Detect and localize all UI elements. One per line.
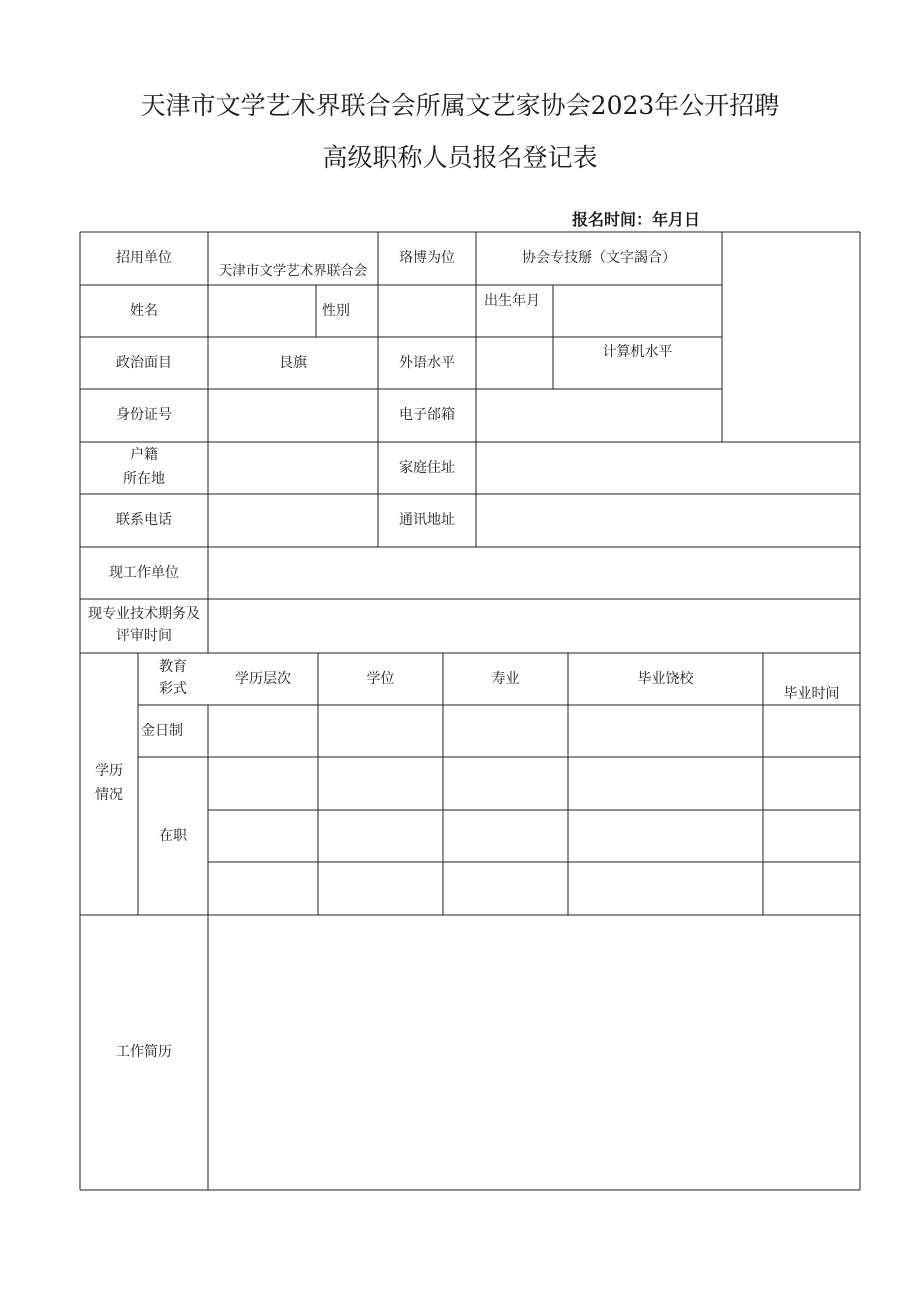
education-form-line-1: 教育 xyxy=(159,659,187,676)
fulltime-label: 金日制 xyxy=(141,722,183,739)
mail-address-field[interactable] xyxy=(476,494,860,547)
education-form-line-2: 彩式 xyxy=(159,681,187,697)
political-value: 艮旗 xyxy=(279,354,307,371)
position-value: 协会专技掰（文字謁合） xyxy=(522,250,676,267)
email-field[interactable] xyxy=(476,389,722,442)
phone-field[interactable] xyxy=(208,494,378,547)
phone-label: 联系电话 xyxy=(116,512,172,529)
form-title-line-1: 天津市文学艺术界联合会所属文艺家协会2023年公开招聘 xyxy=(140,91,780,120)
header-degree: 学位 xyxy=(366,670,395,687)
position-label: 珞博为位 xyxy=(399,250,455,267)
header-major: 寿业 xyxy=(491,670,520,687)
language-label: 外语水平 xyxy=(399,354,455,371)
hukou-label-line-2: 所在地 xyxy=(123,471,165,487)
birth-label: 出生年月 xyxy=(484,293,540,309)
mail-address-label: 通讯地址 xyxy=(399,512,455,529)
work-history-label: 工作简历 xyxy=(116,1044,172,1061)
title-time-label-line-2: 评审时间 xyxy=(116,628,172,644)
hukou-field[interactable] xyxy=(208,442,378,494)
id-label: 身份证号 xyxy=(116,407,172,424)
title-time-field[interactable] xyxy=(208,599,860,653)
title-time-label-line-1: 现专业技术期务及 xyxy=(88,606,200,623)
education-section-label xyxy=(80,653,138,915)
id-field[interactable] xyxy=(208,389,378,442)
home-address-field[interactable] xyxy=(476,442,860,494)
current-unit-label: 现工作单位 xyxy=(109,564,179,581)
photo-box xyxy=(722,232,860,442)
current-unit-field[interactable] xyxy=(208,547,860,599)
home-address-label: 家庭住址 xyxy=(399,459,455,476)
political-label: 政治面目 xyxy=(116,354,172,371)
computer-label: 计算机水平 xyxy=(602,343,673,360)
work-history-field[interactable] xyxy=(208,915,860,1190)
education-label-line-2: 情况 xyxy=(95,787,123,803)
registration-time: 报名时间：年月日 xyxy=(572,210,701,229)
header-degree-level: 学历层次 xyxy=(235,670,291,687)
header-graduation-time: 毕业时间 xyxy=(783,685,840,702)
name-label: 姓名 xyxy=(130,302,158,319)
title-time-label xyxy=(80,599,208,653)
header-school: 毕业饶校 xyxy=(637,670,694,687)
inservice-label: 在职 xyxy=(159,827,187,844)
education-label-line-1: 学历 xyxy=(95,763,123,780)
gender-label: 性別 xyxy=(322,302,350,319)
gender-field[interactable] xyxy=(378,285,476,337)
hiring-unit-label: 招用单位 xyxy=(116,250,172,267)
email-label: 电子邰箱 xyxy=(399,407,455,424)
education-form-label xyxy=(138,653,208,705)
hukou-label xyxy=(80,442,208,494)
birth-field[interactable] xyxy=(553,285,722,337)
language-field[interactable] xyxy=(476,337,553,389)
hukou-label-line-1: 户籍 xyxy=(130,447,158,464)
form-title-line-2: 高级职称人员报名登记表 xyxy=(322,143,598,172)
name-field[interactable] xyxy=(208,285,316,337)
hiring-unit-value: 天津市文学艺术界联合会 xyxy=(218,262,368,279)
